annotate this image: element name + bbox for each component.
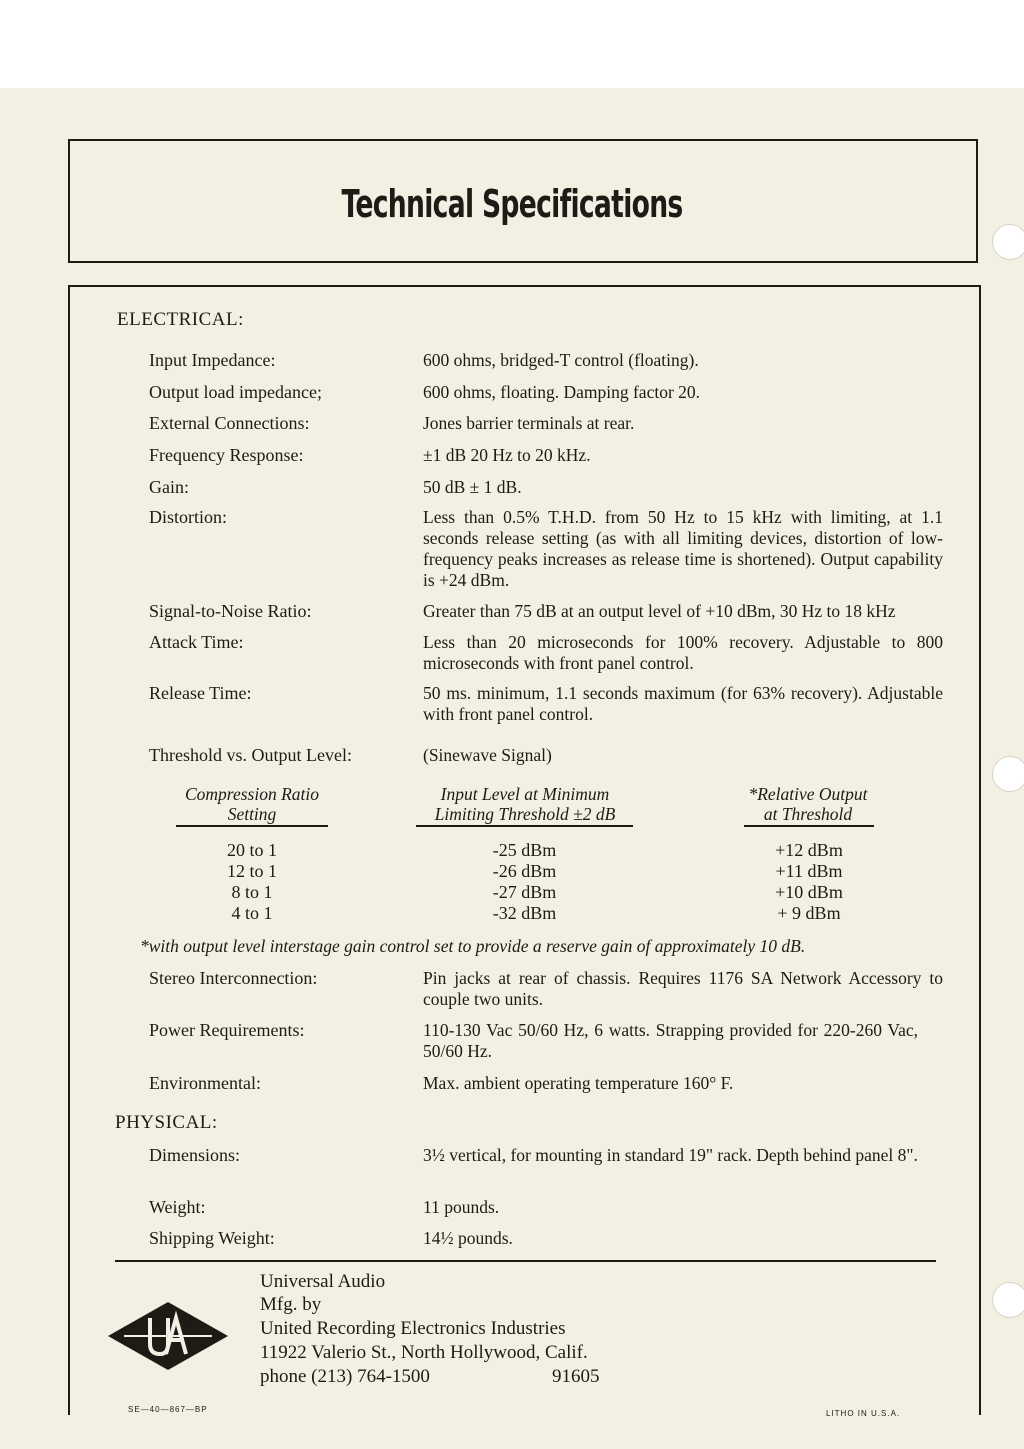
table-column-ratio — [176, 840, 328, 924]
manufacturer-mfg-by: Mfg. by — [260, 1294, 322, 1315]
table-cell: -25 dBm — [492, 840, 557, 860]
spec-value: 50 ms. minimum, 1.1 seconds maximum (for 63% recovery). Adjustable with front panel control. — [423, 683, 943, 724]
spec-label: External Connections: — [149, 413, 310, 433]
spec-value: Jones barrier terminals at rear. — [423, 413, 635, 433]
spec-label: Dimensions: — [149, 1145, 241, 1165]
table-header-line: Input Level at Minimum — [440, 784, 610, 804]
spec-value: 600 ohms, bridged-T control (floating). — [423, 350, 699, 370]
spec-value: Less than 20 microseconds for 100% recovery. Adjustable to 800 microseconds with front panel control. — [423, 632, 943, 673]
table-header-rule — [416, 825, 633, 827]
spec-label: Distortion: — [149, 507, 228, 527]
section-heading-physical: PHYSICAL: — [115, 1112, 218, 1133]
spec-value: 14½ pounds. — [423, 1228, 513, 1248]
spec-label: Gain: — [149, 477, 189, 497]
manufacturer-company: United Recording Electronics Industries — [260, 1318, 566, 1339]
spec-label: Attack Time: — [149, 632, 244, 652]
table-cell: -26 dBm — [492, 861, 557, 881]
manufacturer-name: Universal Audio — [260, 1271, 386, 1292]
table-footnote: *with output level interstage gain control set to provide a reserve gain of approximately 10 dB. — [140, 936, 806, 956]
page-title: Technical Specifications — [341, 182, 683, 226]
table-cell: + 9 dBm — [777, 903, 841, 923]
binder-hole-bottom — [992, 1282, 1024, 1318]
table-cell: 4 to 1 — [231, 903, 273, 923]
spec-label: Weight: — [149, 1197, 206, 1217]
table-header-relative-output — [725, 784, 891, 824]
spec-label: Frequency Response: — [149, 445, 304, 465]
spec-value: Greater than 75 dB at an output level of +10 dBm, 30 Hz to 18 kHz — [423, 601, 896, 621]
spec-label: Power Requirements: — [149, 1020, 305, 1040]
footer-rule — [115, 1260, 936, 1262]
binder-hole-top — [992, 224, 1024, 260]
table-header-line: at Threshold — [763, 804, 853, 824]
spec-value: Max. ambient operating temperature 160° F. — [423, 1073, 734, 1093]
table-header-line: Compression Ratio — [184, 784, 319, 804]
print-code: SE—40—867—BP — [128, 1405, 208, 1414]
spec-label: Release Time: — [149, 683, 252, 703]
litho-mark: LITHO IN U.S.A. — [826, 1409, 901, 1418]
spec-value: 600 ohms, floating. Damping factor 20. — [423, 382, 701, 402]
manufacturer-zip: 91605 — [552, 1366, 600, 1387]
table-header-compression — [170, 784, 334, 824]
universal-audio-logo-icon — [106, 1300, 230, 1372]
spec-label: Shipping Weight: — [149, 1228, 275, 1248]
table-column-output — [744, 840, 874, 924]
table-cell: 20 to 1 — [226, 840, 277, 860]
spec-label: Environmental: — [149, 1073, 261, 1093]
table-cell: +12 dBm — [775, 840, 843, 860]
spec-label: Output load impedance; — [149, 382, 322, 402]
table-cell: 8 to 1 — [231, 882, 273, 902]
spec-value: Less than 0.5% T.H.D. from 50 Hz to 15 kHz with limiting, at 1.1 seconds release setting (as with all limiting devices, distortion of low-frequency peaks increases as release time is shortened). Output capability is +24 dBm. — [423, 507, 943, 590]
table-cell: +10 dBm — [775, 882, 843, 902]
spec-label: Threshold vs. Output Level: — [149, 745, 352, 765]
binder-hole-middle — [992, 756, 1024, 792]
table-cell: 12 to 1 — [226, 861, 277, 881]
spec-label: Input Impedance: — [149, 350, 276, 370]
spec-value: (Sinewave Signal) — [423, 745, 552, 765]
table-header-rule — [744, 825, 874, 827]
table-cell: -27 dBm — [492, 882, 557, 902]
section-heading-electrical: ELECTRICAL: — [117, 309, 244, 330]
manufacturer-phone: phone (213) 764-1500 — [260, 1366, 430, 1387]
spec-value: 50 dB ± 1 dB. — [423, 477, 522, 497]
spec-value: 110-130 Vac 50/60 Hz, 6 watts. Strapping provided for 220-260 Vac, 50/60 Hz. — [423, 1020, 918, 1061]
spec-value: 3½ vertical, for mounting in standard 19" rack. Depth behind panel 8". — [423, 1145, 918, 1165]
spec-label: Stereo Interconnection: — [149, 968, 318, 988]
spec-value: ±1 dB 20 Hz to 20 kHz. — [423, 445, 591, 465]
spec-value: Pin jacks at rear of chassis. Requires 1176 SA Network Accessory to couple two units. — [423, 968, 943, 1009]
table-header-line: Setting — [227, 804, 277, 824]
table-header-input-level — [405, 784, 645, 824]
spec-label: Signal-to-Noise Ratio: — [149, 601, 312, 621]
manufacturer-address: 11922 Valerio St., North Hollywood, Calif. — [260, 1342, 588, 1363]
table-header-rule — [176, 825, 328, 827]
table-header-line: Limiting Threshold ±2 dB — [434, 804, 616, 824]
spec-value: 11 pounds. — [423, 1197, 500, 1217]
table-cell: -32 dBm — [492, 903, 557, 923]
table-header-line: *Relative Output — [748, 784, 868, 804]
table-column-input — [416, 840, 633, 924]
table-cell: +11 dBm — [775, 861, 843, 881]
